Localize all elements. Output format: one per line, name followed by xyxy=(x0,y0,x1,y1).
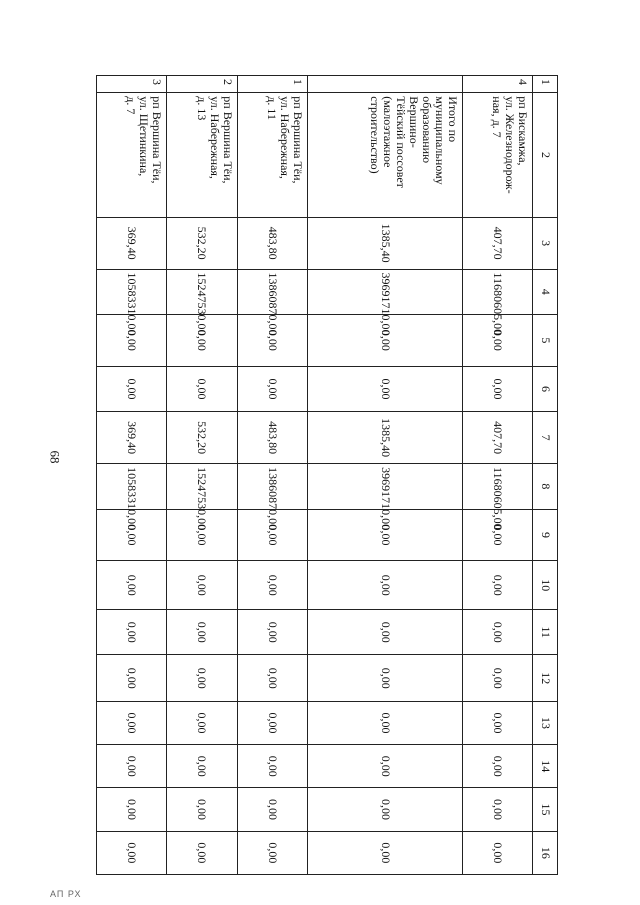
value-cell: 0,00 xyxy=(463,831,533,874)
value-cell: 483,80 xyxy=(237,412,307,464)
row-index: 3 xyxy=(97,76,167,93)
value-cell: 0,00 xyxy=(463,509,533,561)
value-cell: 0,00 xyxy=(307,610,462,655)
table-row xyxy=(167,76,237,875)
value-cell: 0,00 xyxy=(307,509,462,561)
value-cell: 0,00 xyxy=(167,366,237,411)
value-cell: 483,80 xyxy=(237,217,307,269)
value-cell: 15247530,00 xyxy=(167,464,237,509)
value-cell: 0,00 xyxy=(167,314,237,366)
value-cell: 10583310,00 xyxy=(97,269,167,314)
value-cell: 0,00 xyxy=(97,610,167,655)
column-number: 16 xyxy=(533,831,558,874)
column-number: 9 xyxy=(533,509,558,561)
value-cell: 0,00 xyxy=(167,745,237,788)
value-cell: 0,00 xyxy=(237,701,307,744)
value-cell: 0,00 xyxy=(97,366,167,411)
value-cell: 13860870,00 xyxy=(237,269,307,314)
value-cell: 407,70 xyxy=(463,217,533,269)
value-cell: 369,40 xyxy=(97,217,167,269)
column-number: 8 xyxy=(533,464,558,509)
column-number: 2 xyxy=(533,93,558,217)
value-cell: 0,00 xyxy=(237,655,307,701)
column-number: 4 xyxy=(533,269,558,314)
value-cell: 0,00 xyxy=(97,745,167,788)
value-cell: 0,00 xyxy=(167,701,237,744)
archive-mark: АП РХ xyxy=(50,889,82,899)
row-index xyxy=(307,76,462,93)
object-name: Итого по муниципальному образованию Вершино- Тёйский поссовет (малоэтажное строительство) xyxy=(307,93,462,217)
value-cell: 0,00 xyxy=(97,314,167,366)
value-cell: 0,00 xyxy=(463,561,533,610)
value-cell: 11680605,00 xyxy=(463,269,533,314)
value-cell: 0,00 xyxy=(463,610,533,655)
column-number: 13 xyxy=(533,701,558,744)
value-cell: 0,00 xyxy=(97,561,167,610)
row-index: 2 xyxy=(167,76,237,93)
column-number: 3 xyxy=(533,217,558,269)
column-number: 1 xyxy=(533,76,558,93)
value-cell: 0,00 xyxy=(97,788,167,831)
value-cell: 11680605,00 xyxy=(463,464,533,509)
value-cell: 0,00 xyxy=(167,610,237,655)
value-cell: 0,00 xyxy=(167,561,237,610)
rotated-table xyxy=(96,75,558,875)
row-index: 1 xyxy=(237,76,307,93)
value-cell: 0,00 xyxy=(97,701,167,744)
page-number: 68 xyxy=(47,450,63,464)
value-cell: 0,00 xyxy=(307,831,462,874)
value-cell: 0,00 xyxy=(97,831,167,874)
value-cell: 13860870,00 xyxy=(237,464,307,509)
value-cell: 39691710,00 xyxy=(307,269,462,314)
value-cell: 10583310,00 xyxy=(97,464,167,509)
value-cell: 0,00 xyxy=(97,655,167,701)
value-cell: 0,00 xyxy=(97,509,167,561)
column-number: 15 xyxy=(533,788,558,831)
value-cell: 1385,40 xyxy=(307,217,462,269)
value-cell: 0,00 xyxy=(307,745,462,788)
value-cell: 0,00 xyxy=(237,561,307,610)
column-number-row xyxy=(533,76,558,875)
table-row xyxy=(463,76,533,875)
value-cell: 39691710,00 xyxy=(307,464,462,509)
value-cell: 0,00 xyxy=(307,314,462,366)
value-cell: 0,00 xyxy=(237,610,307,655)
value-cell: 0,00 xyxy=(237,788,307,831)
column-number: 10 xyxy=(533,561,558,610)
value-cell: 0,00 xyxy=(307,655,462,701)
value-cell: 532,20 xyxy=(167,217,237,269)
column-number: 6 xyxy=(533,366,558,411)
value-cell: 0,00 xyxy=(167,788,237,831)
value-cell: 0,00 xyxy=(463,366,533,411)
value-cell: 0,00 xyxy=(167,831,237,874)
value-cell: 0,00 xyxy=(167,655,237,701)
value-cell: 0,00 xyxy=(463,745,533,788)
value-cell: 0,00 xyxy=(237,831,307,874)
value-cell: 369,40 xyxy=(97,412,167,464)
object-name: рп Вершина Тёи, ул. Набережная, д. 11 xyxy=(237,93,307,217)
value-cell: 1385,40 xyxy=(307,412,462,464)
value-cell: 0,00 xyxy=(307,366,462,411)
data-table xyxy=(96,75,558,875)
value-cell: 0,00 xyxy=(167,509,237,561)
column-number: 7 xyxy=(533,412,558,464)
value-cell: 532,20 xyxy=(167,412,237,464)
value-cell: 0,00 xyxy=(463,788,533,831)
column-number: 11 xyxy=(533,610,558,655)
value-cell: 0,00 xyxy=(307,701,462,744)
column-number: 14 xyxy=(533,745,558,788)
value-cell: 0,00 xyxy=(237,314,307,366)
value-cell: 407,70 xyxy=(463,412,533,464)
value-cell: 0,00 xyxy=(463,701,533,744)
table-row xyxy=(97,76,167,875)
table-row xyxy=(237,76,307,875)
object-name: рп Вершина Тёи, ул. Щетинкина, д. 7 xyxy=(97,93,167,217)
value-cell: 0,00 xyxy=(237,509,307,561)
value-cell: 0,00 xyxy=(463,655,533,701)
column-number: 12 xyxy=(533,655,558,701)
table-row xyxy=(307,76,462,875)
column-number: 5 xyxy=(533,314,558,366)
row-index: 4 xyxy=(463,76,533,93)
object-name: рп Вершина Тёи, ул. Набережная, д. 13 xyxy=(167,93,237,217)
value-cell: 0,00 xyxy=(307,788,462,831)
value-cell: 0,00 xyxy=(237,745,307,788)
value-cell: 0,00 xyxy=(307,561,462,610)
value-cell: 0,00 xyxy=(237,366,307,411)
value-cell: 0,00 xyxy=(463,314,533,366)
value-cell: 15247530,00 xyxy=(167,269,237,314)
object-name: рп Бискамжа, ул. Железнодорож- ная, д. 7 xyxy=(463,93,533,217)
